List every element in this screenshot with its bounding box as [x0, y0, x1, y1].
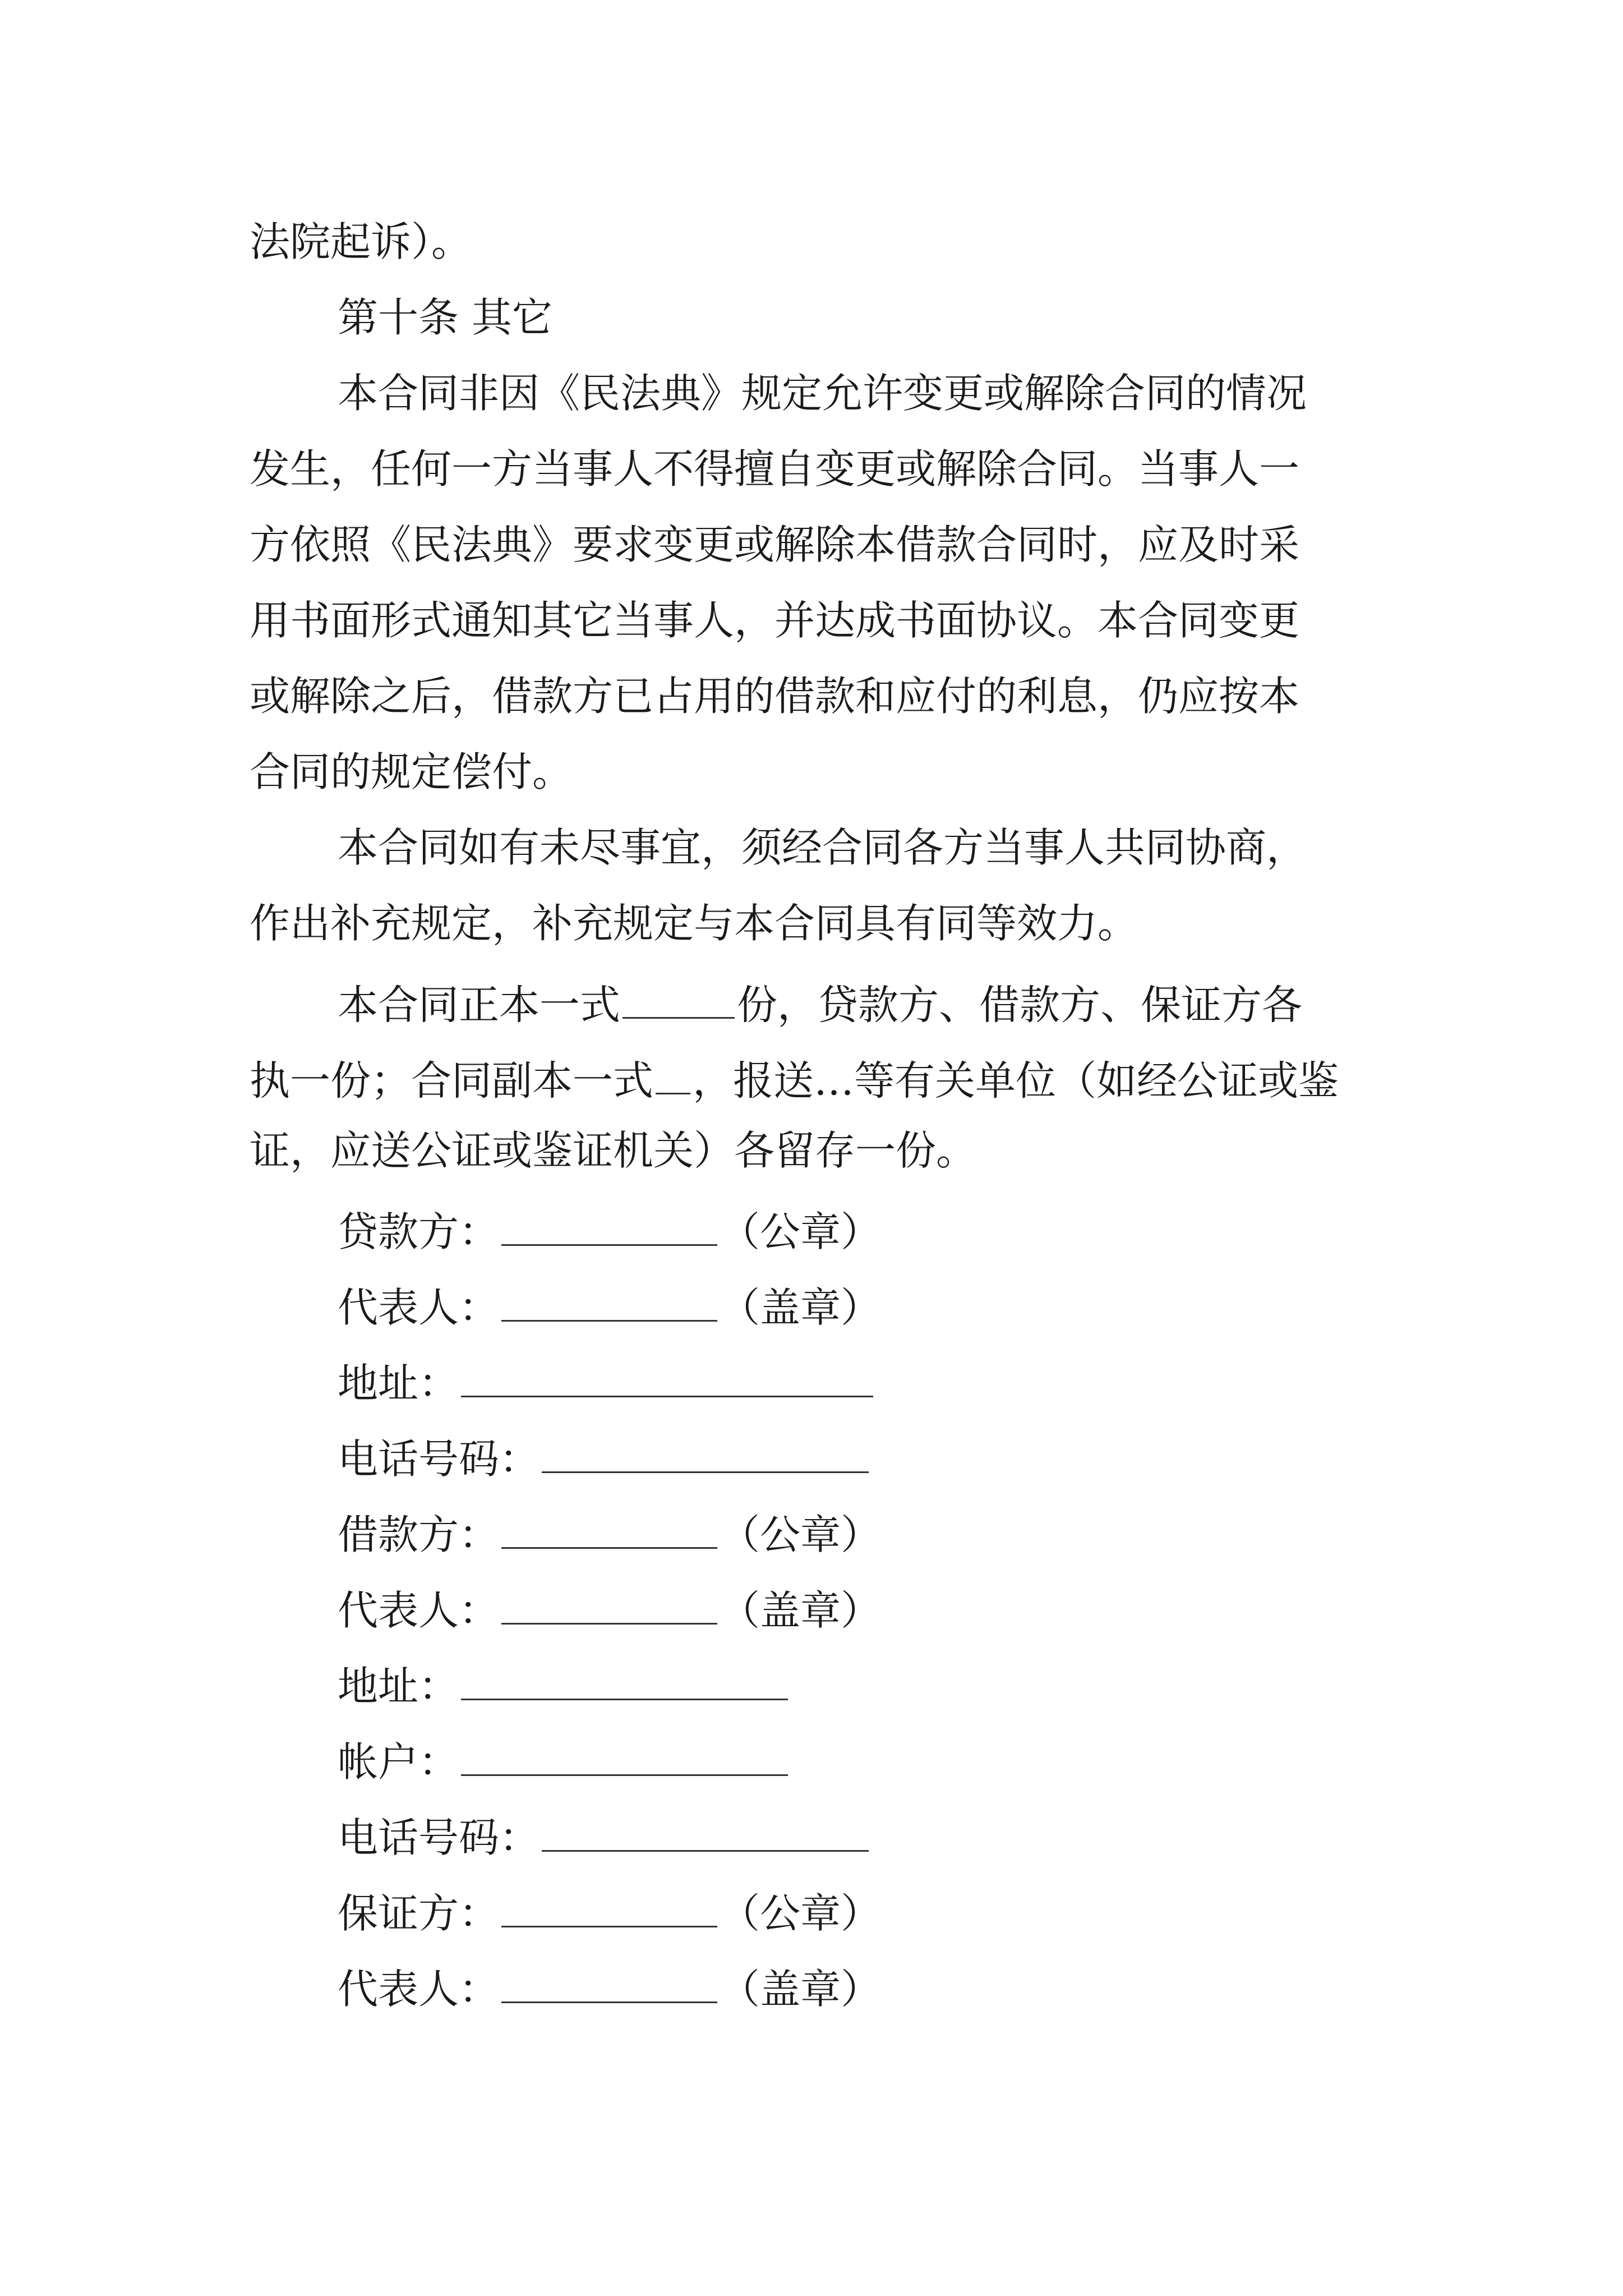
signature-row-borrower [338, 1509, 882, 1559]
para3-text-a: 本合同正本一式 [338, 981, 621, 1029]
signature-label: 代表人： [338, 1587, 500, 1635]
signature-blank[interactable] [501, 1585, 717, 1625]
signature-label: 代表人： [338, 1284, 500, 1332]
para3-line-1 [338, 979, 1303, 1029]
signature-suffix: （盖章） [720, 1966, 882, 2013]
signature-blank[interactable] [542, 1433, 869, 1473]
signature-label: 保证方： [338, 1890, 500, 1938]
copies-blank[interactable] [623, 979, 735, 1019]
signature-label: 电话号码： [338, 1814, 540, 1862]
para3-text-c: 执一份；合同副本一式 [250, 1057, 654, 1105]
signature-label: 贷款方： [338, 1208, 500, 1256]
continuation-line: 法院起诉）。 [250, 218, 472, 265]
signature-label: 地址： [338, 1663, 459, 1710]
duplicate-copies-blank[interactable] [656, 1055, 690, 1094]
signature-blank[interactable] [461, 1660, 788, 1700]
para3-line-3: 证，应送公证或鉴证机关）各留存一份。 [250, 1127, 977, 1174]
para1-line-6: 合同的规定偿付。 [250, 748, 573, 795]
signature-row-guarantor-rep [338, 1963, 882, 2013]
signature-row-borrower-phone [338, 1812, 871, 1862]
signature-suffix: （公章） [720, 1511, 882, 1559]
signature-row-borrower-rep [338, 1585, 882, 1635]
signature-label: 帐户： [338, 1738, 459, 1786]
signature-row-borrower-address [338, 1660, 790, 1710]
signature-blank[interactable] [501, 1888, 717, 1927]
signature-row-borrower-account [338, 1736, 790, 1786]
signature-blank[interactable] [501, 1206, 717, 1246]
para3-text-b: 份，贷款方、借款方、保证方各 [737, 981, 1303, 1029]
para2-line-2: 作出补充规定，补充规定与本合同具有同等效力。 [250, 900, 1138, 947]
signature-label: 借款方： [338, 1511, 500, 1559]
signature-blank[interactable] [501, 1963, 717, 2003]
para1-line-5: 或解除之后，借款方已占用的借款和应付的利息，仍应按本 [250, 673, 1300, 720]
signature-blank[interactable] [461, 1358, 873, 1397]
para1-line-1: 本合同非因《民法典》规定允许变更或解除合同的情况 [338, 370, 1307, 417]
para1-line-3: 方依照《民法典》要求变更或解除本借款合同时，应及时采 [250, 521, 1300, 568]
para3-line-2 [250, 1055, 1339, 1105]
signature-suffix: （公章） [720, 1890, 882, 1938]
signature-label: 代表人： [338, 1966, 500, 2013]
para1-line-4: 用书面形式通知其它当事人，并达成书面协议。本合同变更 [250, 597, 1300, 644]
signature-row-lender [338, 1206, 882, 1256]
signature-blank[interactable] [461, 1736, 788, 1776]
signature-row-lender-address [338, 1358, 875, 1407]
para2-line-1: 本合同如有未尽事宜，须经合同各方当事人共同协商， [338, 824, 1307, 871]
signature-suffix: （盖章） [720, 1284, 882, 1332]
signature-blank[interactable] [542, 1812, 869, 1852]
signature-suffix: （盖章） [720, 1587, 882, 1635]
para3-text-d: ，报送…等有关单位（如经公证或鉴 [693, 1057, 1339, 1105]
signature-label: 地址： [338, 1360, 459, 1407]
signature-row-lender-phone [338, 1433, 871, 1483]
signature-row-guarantor [338, 1888, 882, 1938]
article-heading: 第十条 其它 [338, 294, 552, 341]
signature-row-lender-rep [338, 1282, 882, 1332]
para1-line-2: 发生，任何一方当事人不得擅自变更或解除合同。当事人一 [250, 445, 1300, 493]
signature-suffix: （公章） [720, 1208, 882, 1256]
signature-blank[interactable] [501, 1509, 717, 1549]
signature-blank[interactable] [501, 1282, 717, 1322]
signature-label: 电话号码： [338, 1435, 540, 1483]
